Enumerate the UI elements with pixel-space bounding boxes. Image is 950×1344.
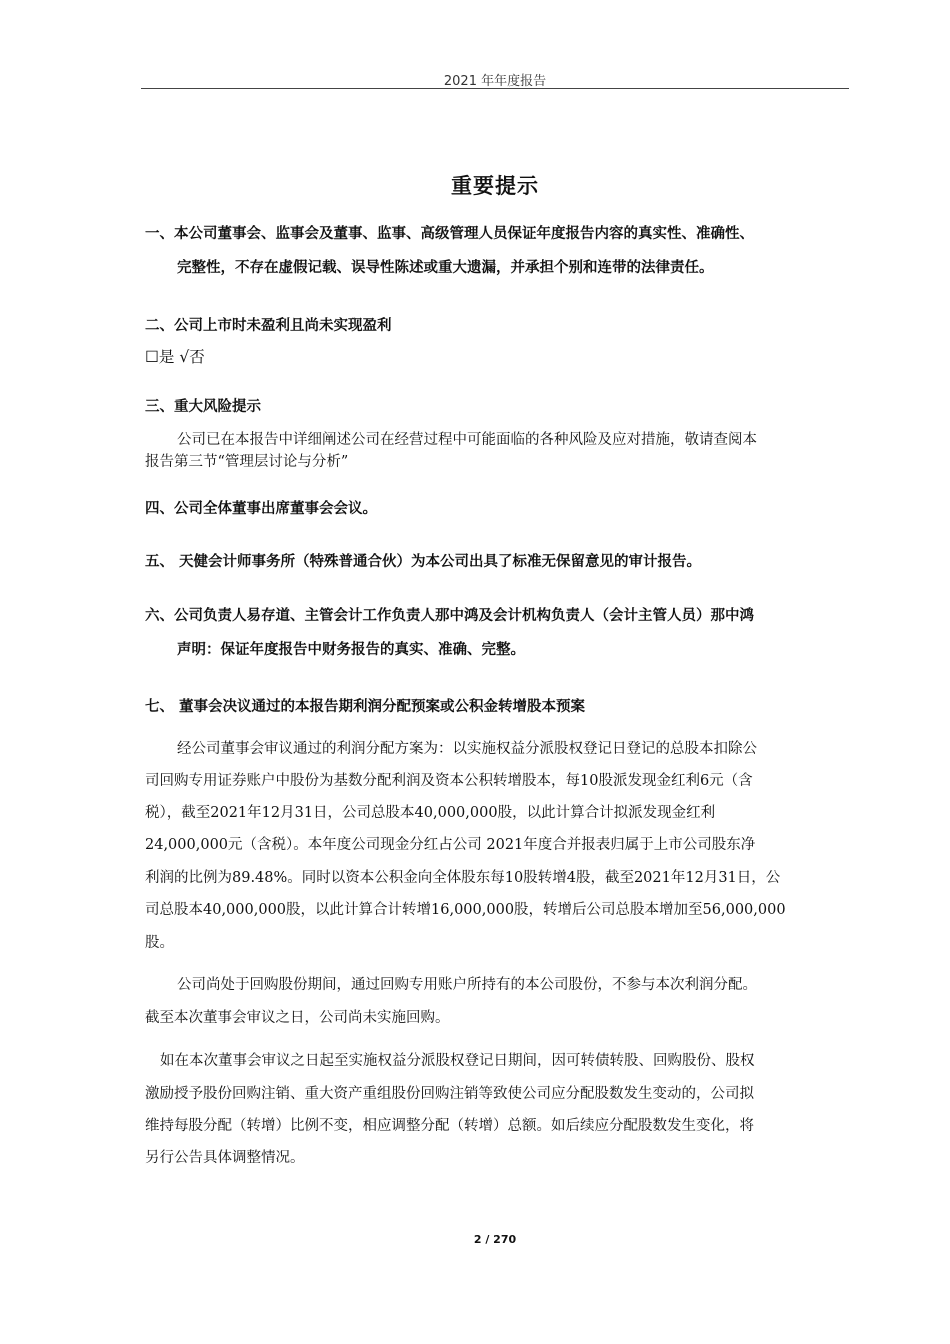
page-title: 重要提示: [451, 174, 539, 198]
running-header: 2021 年年度报告: [443, 74, 547, 89]
section-3-line-1: 公司已在本报告中详细阐述公司在经营过程中可能面临的各种风险及应对措施，敬请查阅本: [177, 432, 757, 448]
para2-line: 截至本次董事会审议之日，公司尚未实施回购。: [145, 1010, 450, 1026]
section-6-line-1: 六、公司负责人易存道、主管会计工作负责人那中鸿及会计机构负责人（会计主管人员）那中鸿: [145, 608, 754, 624]
para3-line: 如在本次董事会审议之日起至实施权益分派股权登记日期间，因可转债转股、回购股份、股权: [160, 1053, 755, 1069]
para1-line: 税），截至2021年12月31日，公司总股本40,000,000股，以此计算合计拟派发现金红利: [145, 805, 716, 821]
page-number: 2 / 270: [473, 1233, 517, 1246]
section-5-heading: 五、 天健会计师事务所（特殊普通合伙）为本公司出具了标准无保留意见的审计报告。: [145, 554, 702, 570]
para1-line: 利润的比例为89.48%。同时以资本公积金向全体股东每10股转增4股，截至2021年12月31日，公: [145, 870, 781, 886]
section-6-line-2: 声明：保证年度报告中财务报告的真实、准确、完整。: [177, 642, 525, 658]
para3-line: 激励授予股份回购注销、重大资产重组股份回购注销等致使公司应分配股数发生变动的，公司拟: [145, 1086, 754, 1102]
header-divider: [141, 88, 849, 89]
section-1-line-2: 完整性，不存在虚假记载、误导性陈述或重大遗漏，并承担个别和连带的法律责任。: [177, 260, 714, 276]
profit-checkbox-choice: ☐是 √否: [145, 348, 205, 366]
section-3-heading: 三、重大风险提示: [145, 399, 261, 415]
para1-line: 司总股本40,000,000股，以此计算合计转增16,000,000股，转增后公司总股本增加至56,000,000: [145, 902, 786, 918]
para1-line: 经公司董事会审议通过的利润分配方案为：以实施权益分派股权登记日登记的总股本扣除公: [177, 741, 757, 757]
section-2-heading: 二、公司上市时未盈利且尚未实现盈利: [145, 318, 392, 334]
para1-line: 24,000,000元（含税）。本年度公司现金分红占公司 2021年度合并报表归属于上市公司股东净: [145, 837, 756, 853]
para2-line: 公司尚处于回购股份期间，通过回购专用账户所持有的本公司股份，不参与本次利润分配。: [177, 977, 757, 993]
para3-line: 另行公告具体调整情况。: [145, 1150, 305, 1166]
section-4-heading: 四、公司全体董事出席董事会会议。: [145, 501, 377, 517]
section-3-line-2: 报告第三节“管理层讨论与分析”: [145, 454, 349, 470]
para3-line: 维持每股分配（转增）比例不变，相应调整分配（转增）总额。如后续应分配股数发生变化，将: [145, 1118, 754, 1134]
para1-line: 股。: [145, 935, 174, 951]
para1-line: 司回购专用证券账户中股份为基数分配利润及资本公积转增股本，每10股派发现金红利6元（含: [145, 773, 753, 789]
section-1-line-1: 一、本公司董事会、监事会及董事、监事、高级管理人员保证年度报告内容的真实性、准确性、: [145, 226, 754, 242]
section-7-heading: 七、 董事会决议通过的本报告期利润分配预案或公积金转增股本预案: [145, 699, 586, 715]
